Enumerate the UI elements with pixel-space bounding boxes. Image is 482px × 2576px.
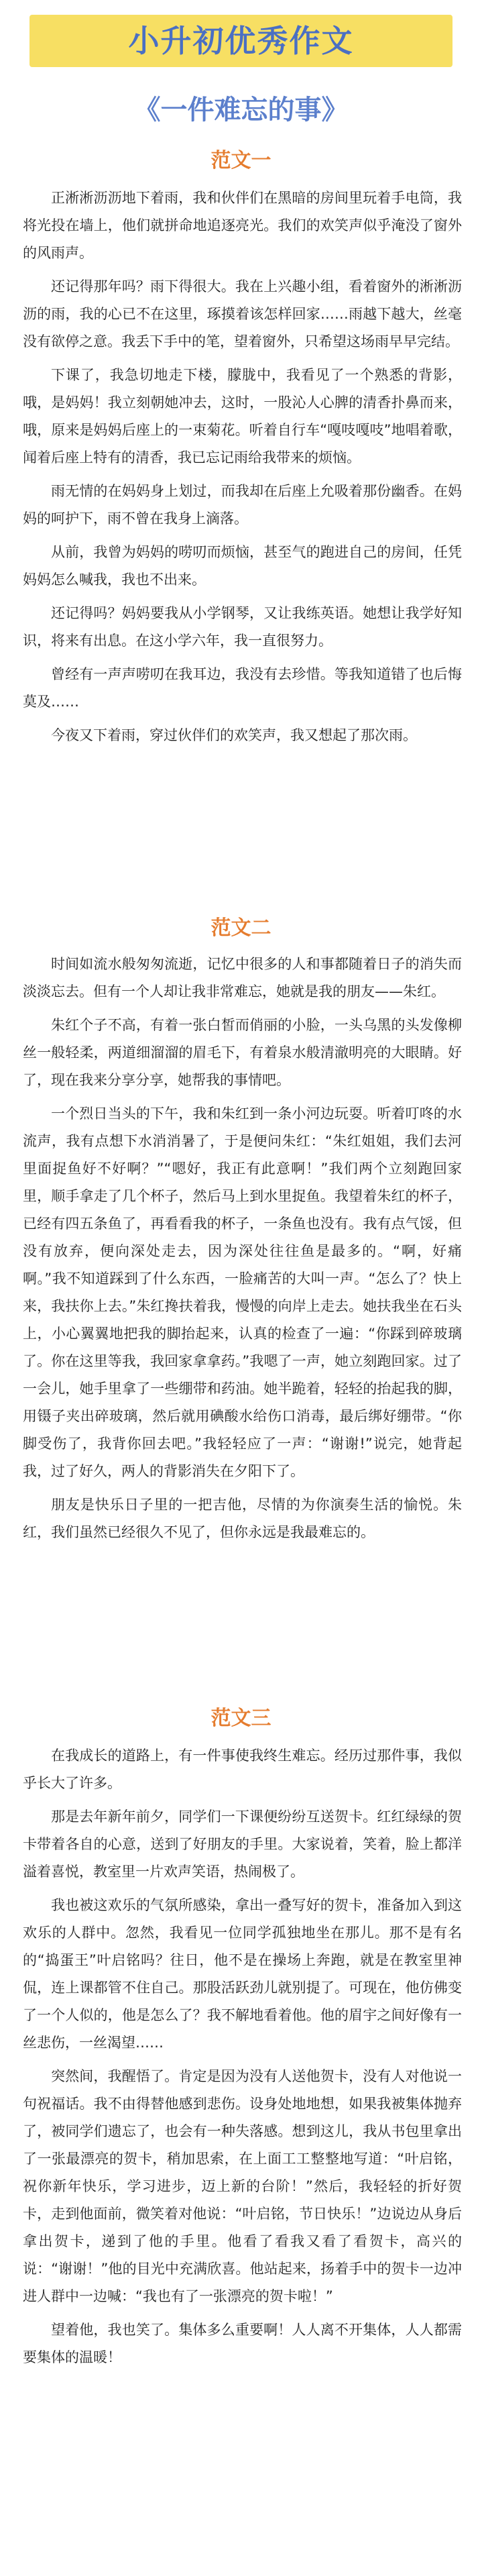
paragraph: 望着他，我也笑了。集体多么重要啊！人人离不开集体，人人都需要集体的温暖！ <box>23 2322 462 2365</box>
paragraph: 从前，我曾为妈妈的唠叨而烦恼，甚至气的跑进自己的房间，任凭妈妈怎么喊我，我也不出来。 <box>23 544 462 588</box>
paragraph: 还记得吗？妈妈要我从小学钢琴，又让我练英语。她想让我学好知识，将来有出息。在这小学六年，我一直很努力。 <box>23 605 462 649</box>
paragraph: 一个烈日当头的下午，我和朱红到一条小河边玩耍。听着叮咚的水流声，我有点想下水消消暑了，于是便问朱红：“朱红姐姐，我们去河里面捉鱼好不好啊？”“嗯好，我正有此意啊！”我们两个立刻跑回家里，顺手拿走了几个杯子，然后马上到水里捉鱼。我望着朱红的杯子，已经有四五条鱼了，再看看我的杯子，一条鱼也没有。我有点气馁，但没有放弃，便向深处走去，因为深处往往鱼是最多的。“啊，好痛啊。”我不知道踩到了什么东西，一脸痛苦的大叫一声。“怎么了？快上来，我扶你上去。”朱红搀扶着我，慢慢的向岸上走去。她扶我坐在石头上，小心翼翼地把我的脚抬起来，认真的检查了一遍：“你踩到碎玻璃了。你在这里等我，我回家拿拿药。”我嗯了一声，她立刻跑回家。过了一会儿，她手里拿了一些绷带和药油。她半跪着，轻轻的抬起我的脚，用镊子夹出碎玻璃，然后就用碘酸水给伤口消毒，最后绑好绷带。“你脚受伤了，我背你回去吧。”我轻轻应了一声：“谢谢!”说完，她背起我，过了好久，两人的背影消失在夕阳下了。 <box>23 1106 462 1479</box>
paragraph: 雨无情的在妈妈身上划过，而我却在后座上允吸着那份幽香。在妈妈的呵护下，雨不曾在我身上滴落。 <box>23 483 462 527</box>
section-body-3 <box>23 1742 462 2371</box>
paragraph: 时间如流水般匆匆流逝，记忆中很多的人和事都随着日子的消失而淡淡忘去。但有一个人却让我非常难忘，她就是我的朋友——朱红。 <box>23 956 462 1000</box>
section-body-2 <box>23 951 462 1546</box>
paragraph: 今夜又下着雨，穿过伙伴们的欢笑声，我又想起了那次雨。 <box>51 727 417 743</box>
paragraph: 在我成长的道路上，有一件事使我终生难忘。经历过那件事，我似乎长大了许多。 <box>23 1748 462 1791</box>
section-body-1 <box>23 184 462 749</box>
paragraph: 曾经有一声声唠叨在我耳边，我没有去珍惜。等我知道错了也后悔莫及…… <box>23 666 462 710</box>
paragraph: 朋友是快乐日子里的一把吉他，尽情的为你演奏生活的愉悦。朱红，我们虽然已经很久不见了，但你永远是我最难忘的。 <box>23 1497 462 1540</box>
paragraph: 正淅淅沥沥地下着雨，我和伙伴们在黑暗的房间里玩着手电筒，我将光投在墙上，他们就拼命地追逐亮光。我们的欢笑声似乎淹没了窗外的风雨声。 <box>23 190 462 261</box>
paragraph: 我也被这欢乐的气氛所感染，拿出一叠写好的贺卡，准备加入到这欢乐的人群中。忽然，我看见一位同学孤独地坐在那儿。那不是有名的“捣蛋王”叶启铭吗？往日，他不是在操场上奔跑，就是在教室里神侃，连上课都管不住自己。那股活跃劲儿就别提了。可现在，他仿佛变了一个人似的，他是怎么了？我不解地看着他。他的眉宇之间好像有一丝悲伤，一丝渴望…… <box>23 1897 462 2051</box>
page-title: 小升初优秀作文 <box>128 23 354 59</box>
section-heading-1: 范文一 <box>210 149 272 172</box>
section-heading-3: 范文三 <box>210 1707 272 1730</box>
paragraph: 突然间，我醒悟了。肯定是因为没有人送他贺卡，没有人对他说一句祝福话。我不由得替他感到悲伤。设身处地地想，如果我被集体抛弃了，被同学们遗忘了，也会有一种失落感。想到这儿，我从书包里拿出了一张最漂亮的贺卡，稍加思索，在上面工工整整地写道：“叶启铭，祝你新年快乐，学习进步，迈上新的台阶！”然后，我轻轻的折好贺卡，走到他面前，微笑着对他说：“叶启铭，节日快乐！”边说边从身后拿出贺卡，递到了他的手里。他看了看我又看了看贺卡，高兴的说：“谢谢！”他的目光中充满欣喜。他站起来，扬着手中的贺卡一边冲进人群中一边喊：“我也有了一张漂亮的贺卡啦！” <box>23 2068 462 2304</box>
paragraph: 下课了，我急切地走下楼，朦胧中，我看见了一个熟悉的背影，哦，是妈妈！我立刻朝她冲去，这时，一股沁人心脾的清香扑鼻而来，哦，原来是妈妈后座上的一束菊花。听着自行车“嘎吱嘎吱”地唱着歌，闻着后座上特有的清香，我已忘记雨给我带来的烦恼。 <box>23 367 462 466</box>
paragraph: 那是去年新年前夕，同学们一下课便纷纷互送贺卡。红红绿绿的贺卡带着各自的心意，送到了好朋友的手里。大家说着，笑着，脸上都洋溢着喜悦，教室里一片欢声笑语，热闹极了。 <box>23 1809 462 1880</box>
paragraph: 朱红个子不高，有着一张白皙而俏丽的小脸，一头乌黑的头发像柳丝一般轻柔，两道细溜溜的眉毛下，有着泉水般清澈明亮的大眼睛。好了，现在我来分享分享，她帮我的事情吧。 <box>23 1017 462 1088</box>
essay-topic-title: 《一件难忘的事》 <box>133 95 349 125</box>
title-banner <box>29 15 453 67</box>
section-heading-2: 范文二 <box>210 916 272 940</box>
paragraph: 还记得那年吗？雨下得很大。我在上兴趣小组，看着窗外的淅淅沥沥的雨，我的心已不在这里，琢摸着该怎样回家……雨越下越大，丝毫没有欲停之意。我丢下手中的笔，望着窗外，只希望这场雨早早完结。 <box>23 278 462 350</box>
